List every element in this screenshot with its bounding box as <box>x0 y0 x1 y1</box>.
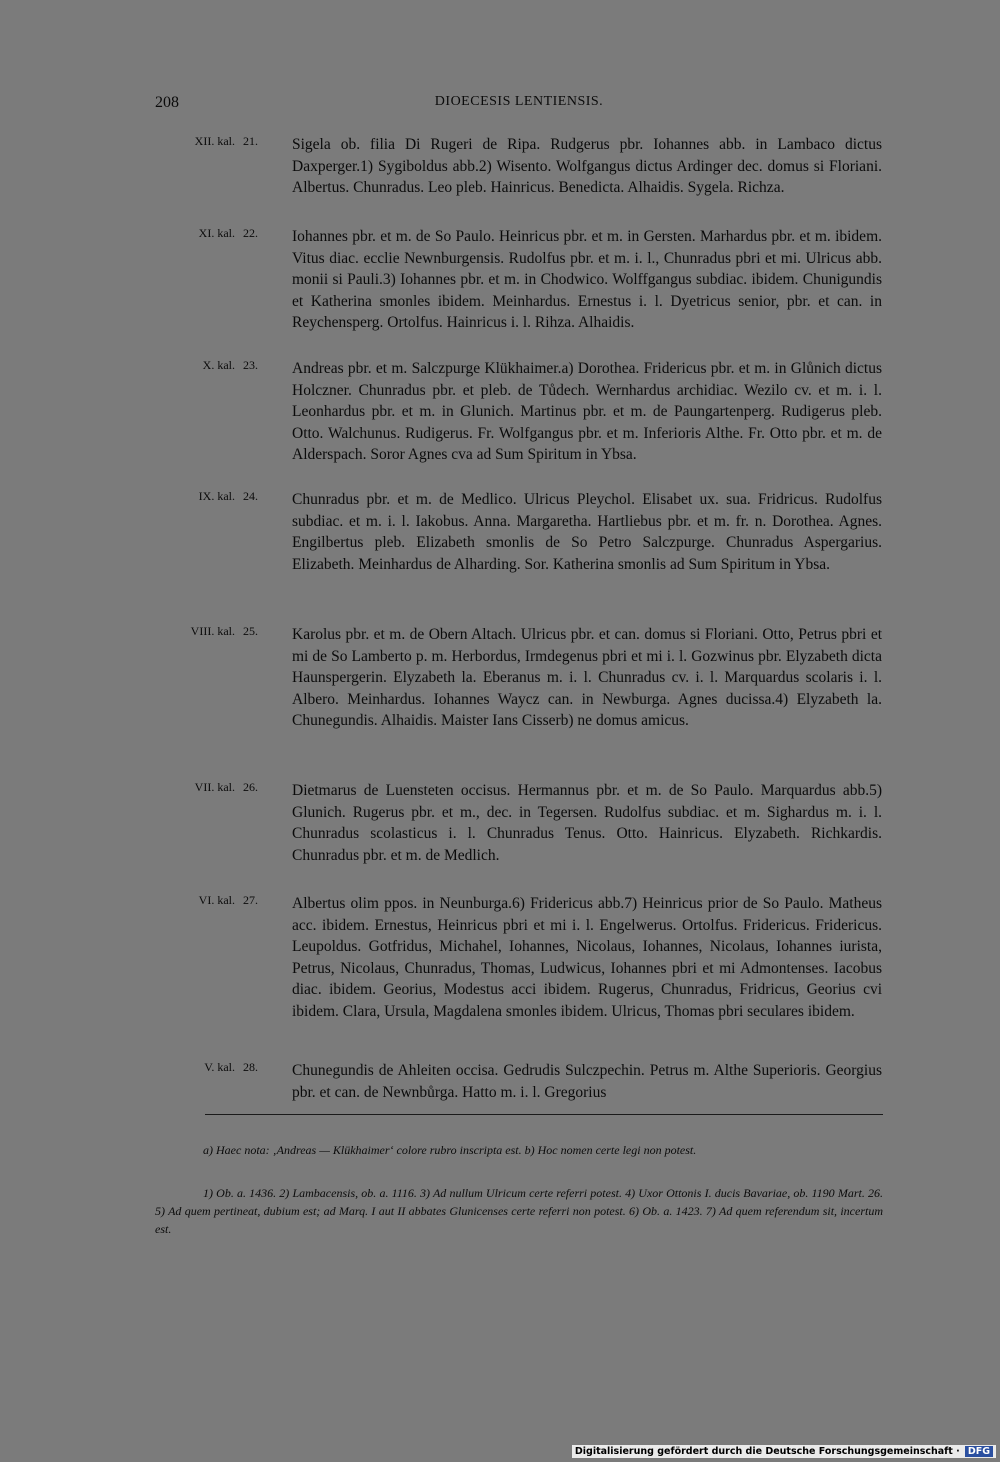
entry-text: Karolus pbr. et m. de Obern Altach. Ulricus pbr. et can. domus si Floriani. Otto, Petrus pbri et mi de So Lamberto p. m. Herbordus, Irmdegenus pbri et mi i. l. Gozwinus pbr. Elyzabeth dicta Haunspergerin. Elyzabeth la. Eberanus m. i. l. Chunradus cv. i. l. Marquardus scolaris i. l. Albero. Meinhardus. Iohannes Waycz can. in Newburga. Agnes ducissa.4) Elyzabeth la. Chunegundis. Alhaidis. Maister Ians Cisserb) ne domus amicus. <box>292 626 882 729</box>
kalend-label: VIII. kal. <box>190 624 235 638</box>
entry-text: Chunegundis de Ahleiten occisa. Gedrudis Sulczpechin. Petrus m. Althe Superioris. Georgius pbr. et can. de Newnbůrga. Hatto m. i. l. Gregorius <box>292 1062 882 1101</box>
entry-text: Iohannes pbr. et m. de So Paulo. Heinricus pbr. et m. in Gersten. Marhardus pbr. et m. ibidem. Vitus diac. ecclie Newnburgensis. Rudolfus pbr. et m. i. l., Chunradus pbri et mi. Ulricus abb. monii si Pauli.3) Iohannes pbr. et m. in Chodwico. Wolffgangus subdiac. ibidem. Chunigundis et Katherina smonles ibidem. Meinhardus. Ernestus i. l. Dyetricus senior, pbr. et can. in Reychensperg. Ortolfus. Hainricus i. l. Rihza. Alhaidis. <box>292 228 882 331</box>
day-number: 22. <box>243 226 258 240</box>
kalend-label: XI. kal. <box>198 226 235 240</box>
dfg-logo-icon: DFG <box>965 1446 993 1457</box>
page-header <box>155 94 883 116</box>
running-title: DIOECESIS LENTIENSIS. <box>434 94 604 109</box>
kalend-label: V. kal. <box>204 1060 235 1074</box>
day-number: 26. <box>243 780 258 794</box>
day-number: 25. <box>243 624 258 638</box>
digitization-credit <box>572 1445 996 1458</box>
kalend-label: XII. kal. <box>194 134 235 148</box>
day-number: 24. <box>243 489 258 503</box>
kalend-label: VI. kal. <box>198 893 235 907</box>
numbered-footnotes <box>155 1184 883 1238</box>
footnote-text: a) Haec nota: ‚Andreas — Klükhaimer‘ colore rubro inscripta est. b) Hoc nomen certe legi non potest. <box>203 1143 697 1157</box>
day-number: 21. <box>243 134 258 148</box>
lettered-footnotes <box>155 1141 883 1159</box>
day-number: 27. <box>243 893 258 907</box>
day-number: 23. <box>243 358 258 372</box>
footnote-divider <box>205 1114 883 1115</box>
entry-text: Chunradus pbr. et m. de Medlico. Ulricus Pleychol. Elisabet ux. sua. Fridricus. Rudolfus subdiac. et m. i. l. Iakobus. Anna. Margaretha. Hartliebus pbr. et m. fr. n. Dorothea. Agnes. Engilbertus pleb. Elizabeth smonlis de So Petro Salczpurge. Chunradus Aspergarius. Elizabeth. Meinhardus de Alharding. Sor. Katherina smonlis ad Sum Spiritum in Ybsa. <box>292 491 882 573</box>
entry-text: Andreas pbr. et m. Salczpurge Klükhaimer.a) Dorothea. Fridericus pbr. et m. in Glůnich dictus Holczner. Chunradus pbr. et pleb. de Tůdech. Wernhardus archidiac. Wezilo cv. et m. i. l. Leonhardus pbr. et m. in Glunich. Martinus pbr. et m. de Paungartenperg. Rudigerus pleb. Otto. Walchunus. Rudigerus. Fr. Wolfgangus pbr. et m. Inferioris Althe. Fr. Otto pbr. et m. de Alderspach. Soror Agnes cva ad Sum Spiritum in Ybsa. <box>292 360 882 463</box>
kalend-label: X. kal. <box>202 358 235 372</box>
credit-text: Digitalisierung gefördert durch die Deutsche Forschungsgemeinschaft · <box>574 1446 960 1457</box>
footnote-text: 1) Ob. a. 1436. 2) Lambacensis, ob. a. 1116. 3) Ad nullum Ulricum certe referri potest. 4) Uxor Ottonis I. ducis Bavariae, ob. 1190 Mart. 26. 5) Ad quem pertineat, dubium est; ad Marq. I aut II abbates Glunicenses certe referri non potest. 6) Ob. a. 1423. 7) Ad quem referendum sit, incertum est. <box>155 1186 883 1236</box>
entry-text: Dietmarus de Luensteten occisus. Hermannus pbr. et m. de So Paulo. Marquardus abb.5) Glunich. Rugerus pbr. et m., dec. in Tegersen. Rudolfus subdiac. et m. Sighardus m. i. l. Chunradus scolasticus i. l. Chunradus Tenus. Otto. Hainricus. Elyzabeth. Richkardis. Chunradus pbr. et m. de Medlich. <box>292 782 882 864</box>
entry-text: Sigela ob. filia Di Rugeri de Ripa. Rudgerus pbr. Iohannes abb. in Lambaco dictus Daxperger.1) Sygiboldus abb.2) Wisento. Wolfgangus dictus Ardinger dec. domus si Floriani. Albertus. Chunradus. Leo pleb. Hainricus. Benedicta. Alhaidis. Sygela. Richza. <box>292 136 882 196</box>
kalend-label: IX. kal. <box>198 489 235 503</box>
entry-text: Albertus olim ppos. in Neunburga.6) Fridericus abb.7) Heinricus prior de So Paulo. Matheus acc. ibidem. Ernestus, Heinricus pbri et mi i. l. Engelwerus. Ortolfus. Fridericus. Fridericus. Leupoldus. Gotfridus, Michahel, Iohannes, Nicolaus, Iohannes, Nicolaus, Iohannes iurista, Petrus, Nicolaus, Chunradus, Thomas, Ludwicus, Iohannes pbri et mi Admontenses. Iacobus diac. ibidem. Georius, Modestus acci ibidem. Rugerus, Chunradus, Fridricus, Georius cvi ibidem. Clara, Ursula, Magdalena smonles ibidem. Ulricus, Thomas pbri seculares ibidem. <box>292 895 882 1020</box>
page-number: 208 <box>155 94 179 111</box>
day-number: 28. <box>243 1060 258 1074</box>
kalend-label: VII. kal. <box>194 780 235 794</box>
